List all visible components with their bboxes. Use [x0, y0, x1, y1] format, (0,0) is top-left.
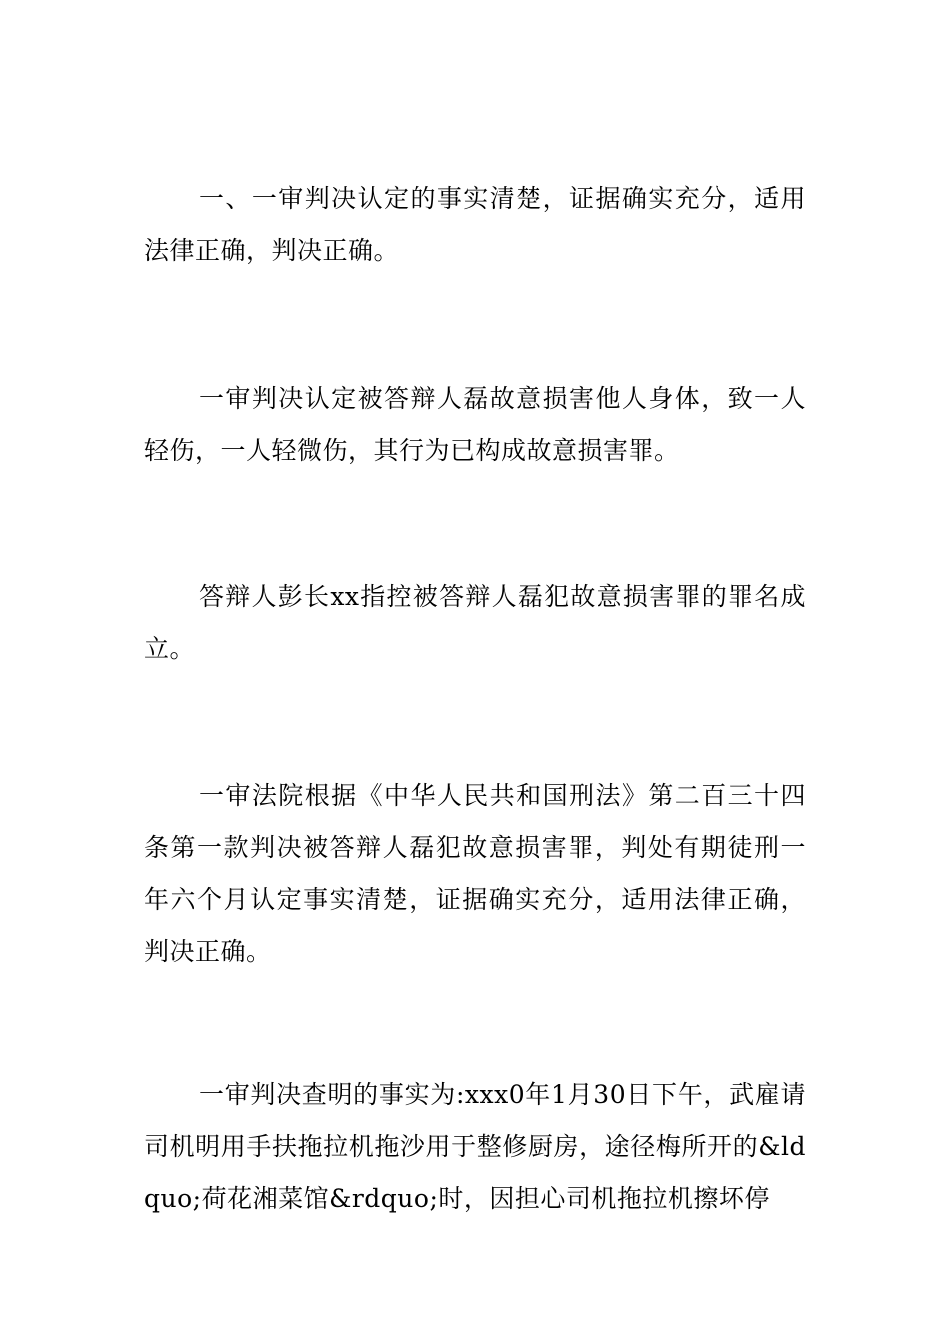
paragraph-4: 一审法院根据《中华人民共和国刑法》第二百三十四条第一款判决被答辩人磊犯故意损害罪，判处有期徒刑一年六个月认定事实清楚，证据确实充分，适用法律正确，判决正确。 [144, 781, 806, 966]
paragraph-1: 一、一审判决认定的事实清楚，证据确实充分，适用法律正确，判决正确。 [144, 184, 806, 265]
paragraph-2: 一审判决认定被答辩人磊故意损害他人身体，致一人轻伤，一人轻微伤，其行为已构成故意损害罪。 [144, 384, 806, 465]
paragraph-3: 答辩人彭长xx指控被答辩人磊犯故意损害罪的罪名成立。 [144, 582, 806, 663]
paragraph-5: 一审判决查明的事实为:xxx0年1月30日下午，武雇请司机明用手扶拖拉机拖沙用于整修厨房，途径梅所开的&ldquo;荷花湘菜馆&rdquo;时，因担心司机拖拉机擦坏停 [144, 1080, 806, 1213]
